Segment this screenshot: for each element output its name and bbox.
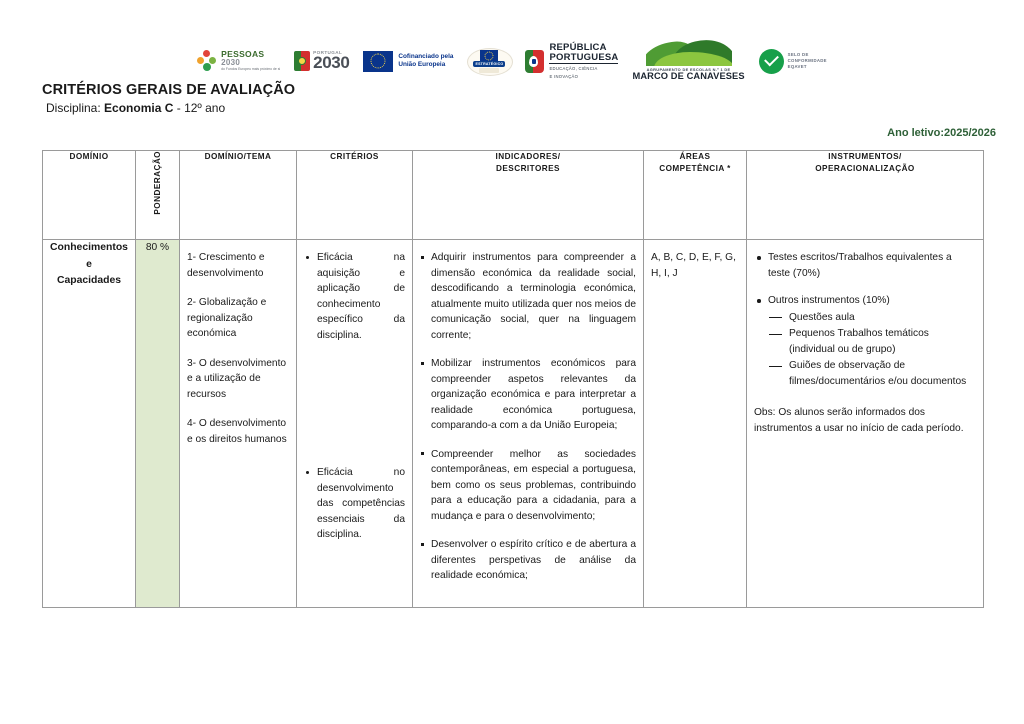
eu-flag-icon: [363, 51, 393, 72]
cell-areas-competencia: [644, 240, 747, 608]
instrumento-item: [754, 293, 976, 389]
cell-ponderacao: 80 %: [136, 240, 180, 608]
seal-eu-flag-icon: [480, 50, 498, 61]
criterio-item: Eficácia na aquisição e aplicação de conhecimento específico da disciplina.: [304, 250, 405, 343]
column-header-criterios: CRITÉRIOS: [297, 151, 413, 240]
table-header-row: [43, 151, 984, 240]
instrumento-label: Outros instrumentos (10%): [768, 295, 890, 306]
table-row: [43, 240, 984, 608]
agrupamento-line1: AGRUPAMENTO DE ESCOLAS N.º 1 DE: [646, 67, 731, 73]
cell-indicadores: [413, 240, 644, 608]
portugal-shield-icon: [525, 50, 544, 73]
column-header-ponderacao: [136, 151, 180, 240]
column-header-ponderacao-label: PONDERAÇÃO: [152, 151, 162, 215]
indicador-item: Adquirir instrumentos para compreender a dimensão económica da realidade social, descodificando a terminologia económica, atualmente muito utilizada quer nos meios de comunicação social, quer na linguagem corrente;: [420, 250, 636, 343]
dominio-line2: e: [86, 258, 92, 270]
criterios-spacer: [304, 353, 405, 465]
tema-item: 2- Globalização e regionalização económica: [187, 297, 267, 339]
republica-line1: REPÚBLICA: [549, 41, 607, 53]
hills-icon: [646, 40, 732, 66]
subject-name: Economia C: [104, 101, 174, 115]
instrumento-label: Testes escritos/Trabalhos equivalentes a teste (70%): [768, 252, 952, 279]
cell-dominio: [43, 240, 136, 608]
republica-line3: EDUCAÇÃO, CIÊNCIA: [549, 66, 598, 72]
column-header-indicadores: [413, 151, 644, 240]
check-circle-icon: [759, 49, 784, 74]
eqavet-seal-logo: [759, 49, 827, 74]
eu-cofinanciado-logo: [363, 51, 453, 72]
pessoas-mark-icon: [197, 50, 217, 72]
eqavet-line3: EQAVET: [787, 64, 807, 70]
indicador-item: Desenvolver o espírito crítico e de abertura a diferentes perspetivas de análise da realidade económica;: [420, 537, 636, 584]
eu-logo-line2: União Europeia: [398, 61, 446, 68]
pessoas-logo-line3: do Fundos Europeu mais próximo de si: [221, 67, 281, 72]
pessoas-logo-line1: PESSOAS: [221, 49, 265, 60]
subject-year: - 12º ano: [176, 101, 226, 115]
eqavet-line2: CONFORMIDADE: [787, 57, 827, 63]
portugal-2030-num: 2030: [313, 53, 350, 73]
column-header-dominio-tema: DOMÍNIO/TEMA: [180, 151, 297, 240]
column-header-areas-competencia: [644, 151, 747, 240]
estrategico-seal-band: ESTRATÉGICO: [473, 61, 505, 67]
dominio-line3: Capacidades: [56, 275, 122, 287]
cell-dominio-tema: [180, 240, 297, 608]
areas-competencia-value: A, B, C, D, E, F, G, H, I, J: [651, 252, 736, 279]
column-header-dominio: DOMÍNIO: [43, 151, 136, 240]
portugal-flag-icon: [294, 51, 310, 71]
subject-line: [46, 101, 225, 115]
page-title: CRITÉRIOS GERAIS DE AVALIAÇÃO: [42, 82, 296, 98]
tema-item: 4- O desenvolvimento e os direitos humanos: [187, 418, 287, 445]
column-header-areas-l2: COMPETÊNCIA *: [659, 163, 731, 173]
column-header-indicadores-l1: INDICADORES/: [495, 152, 561, 161]
school-year-badge: Ano letivo:2025/2026: [887, 127, 996, 139]
portugal-2030-cap: PORTUGAL: [313, 49, 343, 55]
instrumento-sub-item: Guiões de observação de filmes/documentários e/ou documentos: [768, 358, 976, 389]
column-header-indicadores-l2: DESCRITORES: [496, 163, 560, 173]
tema-item: 1- Crescimento e desenvolvimento: [187, 252, 265, 279]
cell-instrumentos: [747, 240, 984, 608]
column-header-instrumentos-l1: INSTRUMENTOS/: [828, 152, 902, 161]
pessoas-logo-line2: 2030: [221, 57, 241, 67]
agrupamento-escolas-logo: [632, 40, 744, 82]
criterio-item: Eficácia no desenvolvimento das competências essenciais da disciplina.: [304, 465, 405, 543]
estrategico-seal-logo: [467, 46, 511, 76]
republica-portuguesa-logo: [525, 43, 618, 79]
portugal-2030-logo: [294, 51, 349, 72]
cell-criterios: [297, 240, 413, 608]
instrumento-item: [754, 250, 976, 281]
tema-item: 3- O desenvolvimento e a utilização de recursos: [187, 357, 287, 400]
agrupamento-line2: MARCO DE CANAVESES: [632, 71, 745, 82]
dominio-line1: Conhecimentos: [50, 242, 128, 253]
pessoas-2030-logo: [197, 50, 280, 72]
indicador-item: Mobilizar instrumentos económicos para compreender aspetos relevantes da organização económica e para interpretar a realidade económica portuguesa, comparando-a com a da União Europeia;: [420, 356, 636, 434]
observacao-text: Obs: Os alunos serão informados dos instrumentos a usar no início de cada período.: [754, 407, 964, 434]
republica-line2: PORTUGUESA: [549, 51, 619, 63]
instrumento-sub-item: Questões aula: [768, 310, 976, 326]
criteria-table: [42, 150, 984, 608]
instrumento-sub-item: Pequenos Trabalhos temáticos (individual ou de grupo): [768, 326, 976, 357]
logo-banner: [0, 36, 1024, 86]
republica-line4: E INOVAÇÃO: [549, 73, 579, 79]
column-header-areas-l1: ÁREAS: [679, 152, 711, 161]
eu-logo-line1: Cofinanciado pela: [398, 53, 454, 60]
subject-label: Disciplina:: [46, 101, 101, 115]
column-header-instrumentos: [747, 151, 984, 240]
indicador-item: Compreender melhor as sociedades contemporâneas, em especial a portuguesa, bem como os seus problemas, contribuindo para a educação para a cidadania, para a mudança e para o desenvolvimento;: [420, 447, 636, 525]
column-header-instrumentos-l2: OPERACIONALIZAÇÃO: [815, 163, 915, 173]
eqavet-line1: SELO DE: [787, 51, 809, 57]
